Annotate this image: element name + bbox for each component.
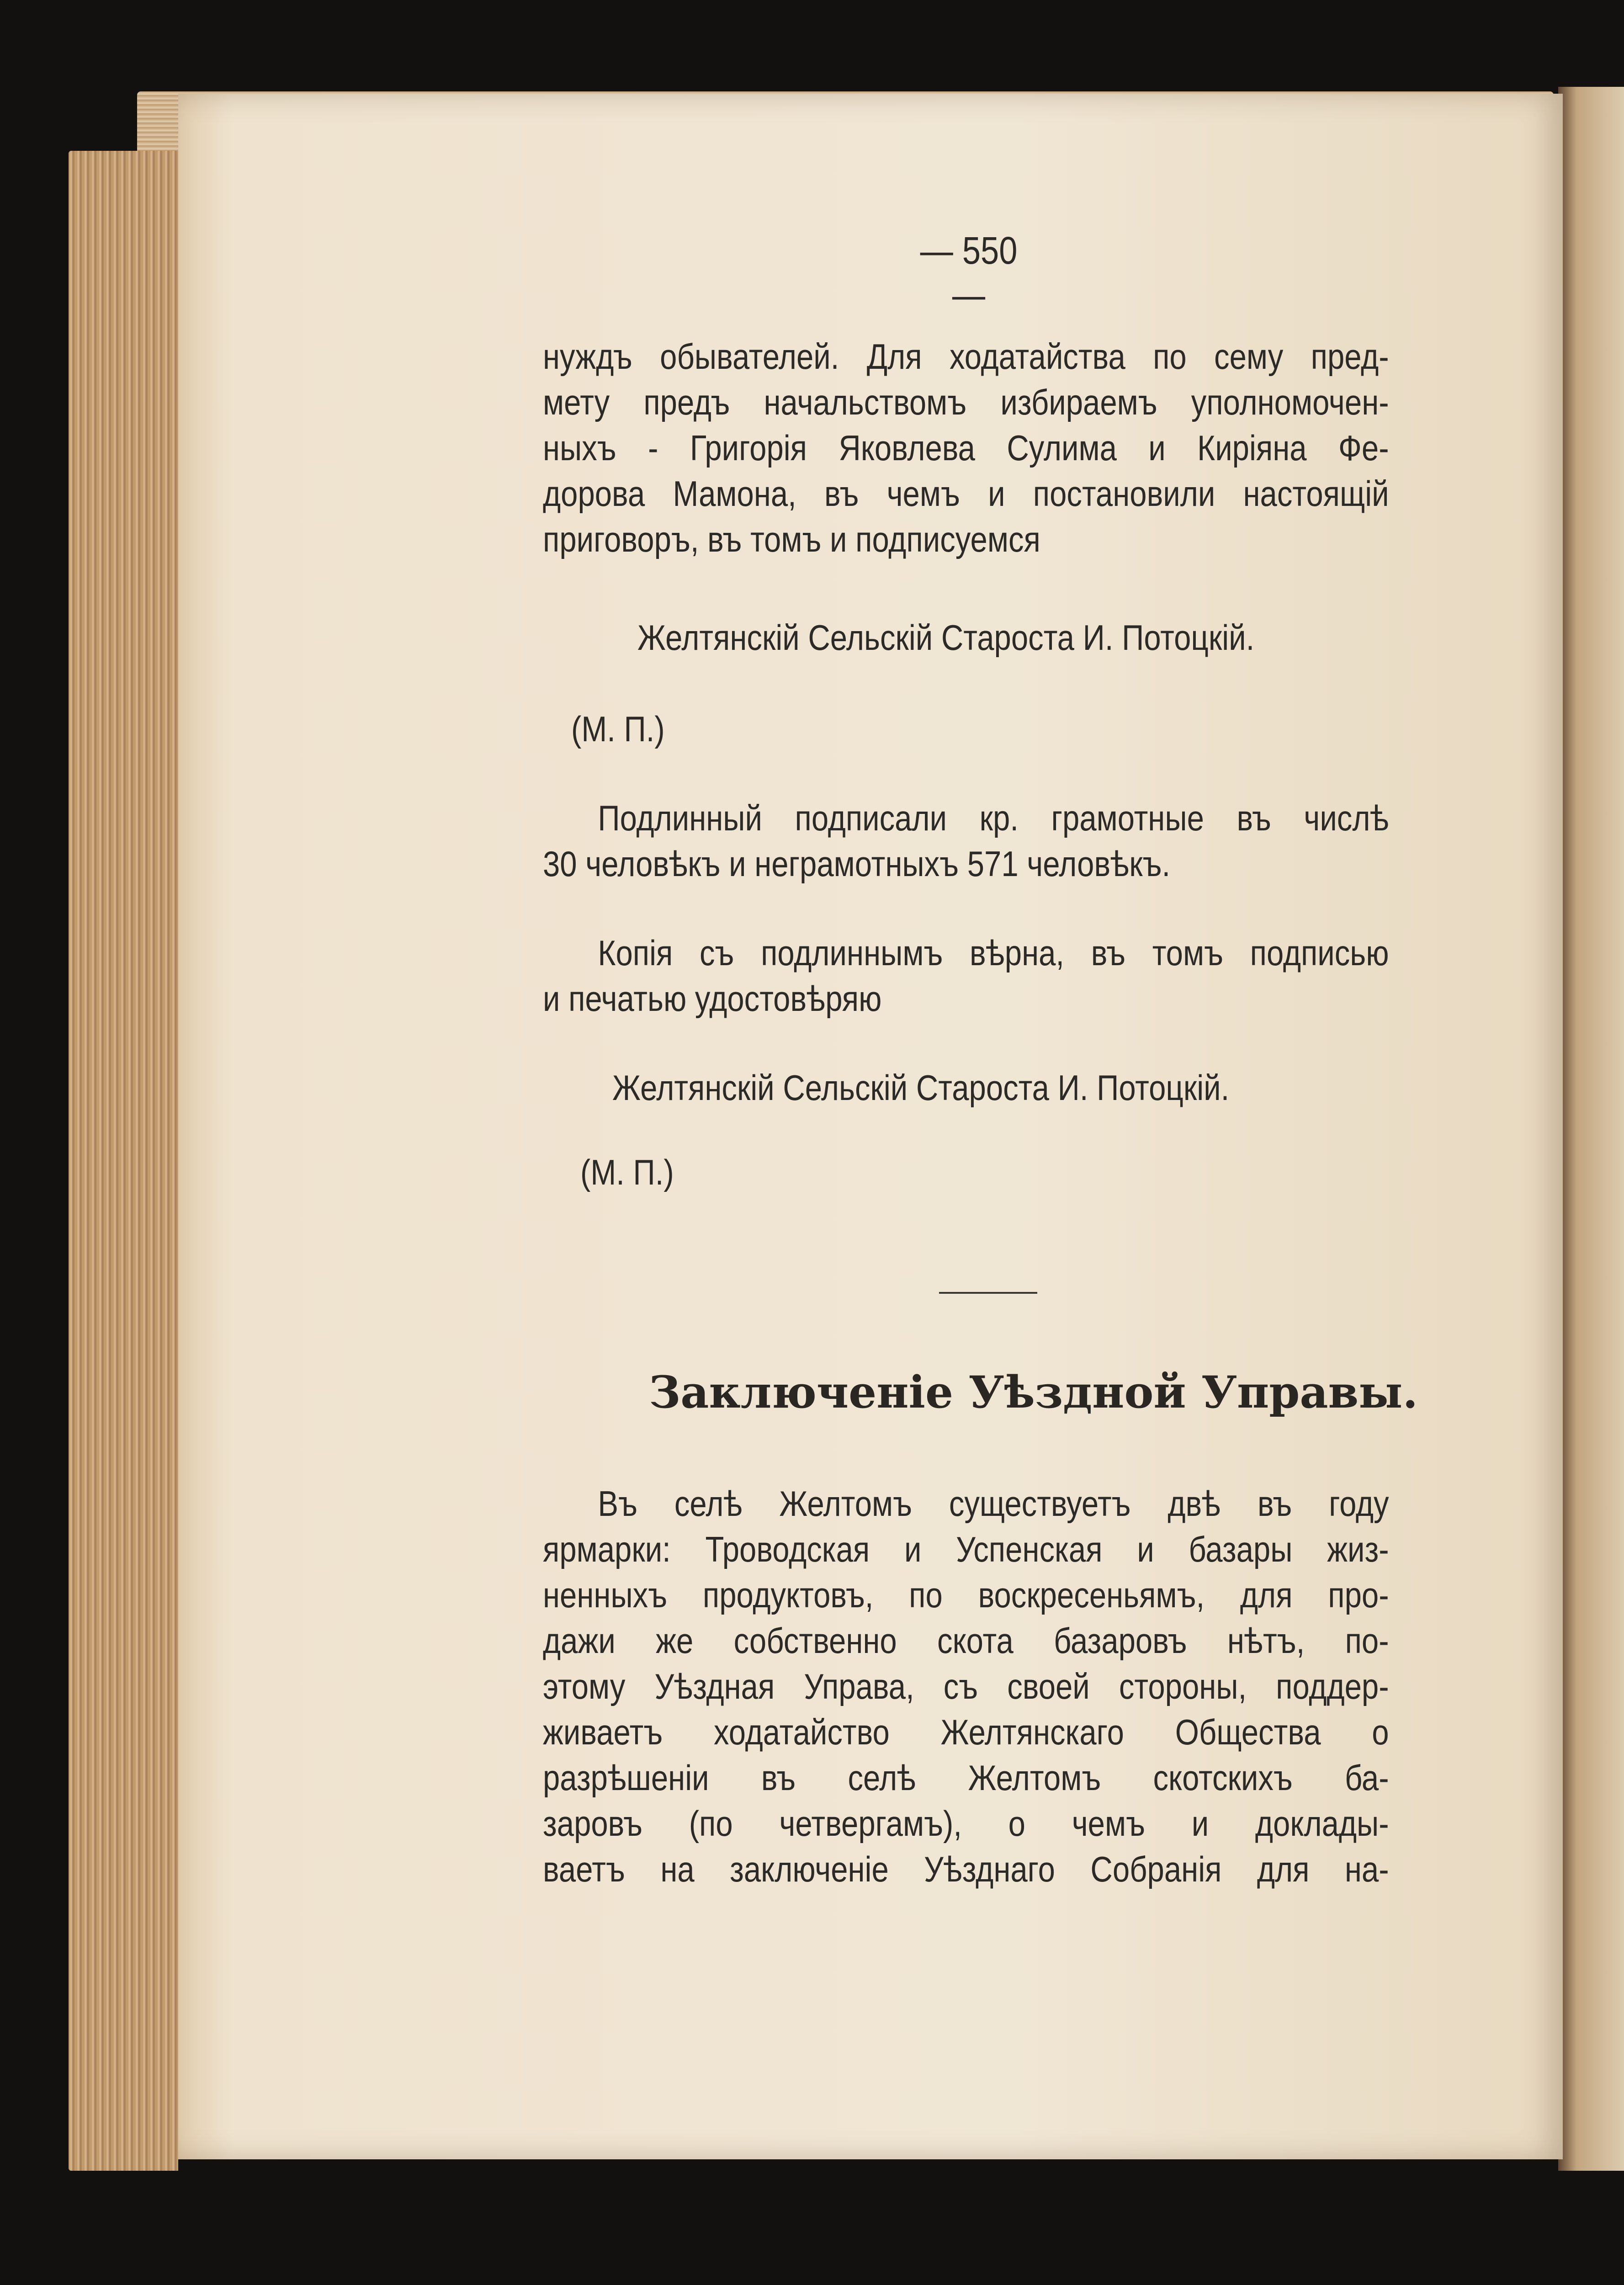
signature-line-2: Желтянскій Сельскій Староста И. Потоцкій. [612,1068,1230,1108]
text-line: приговоръ, въ томъ и подписуемся [543,519,1040,559]
section-divider [939,1292,1037,1294]
text-line: Въ селѣ Желтомъ существуетъ двѣ въ году [598,1483,1389,1524]
adjacent-page-edge [1558,87,1624,2171]
signature-line-1: Желтянскій Сельскій Староста И. Потоцкій. [637,617,1255,658]
text-line: дорова Мамона, въ чемъ и постановили настоящій [543,473,1389,514]
text-line: ныхъ - Григорія Яковлева Сулима и Киріяна Фе- [543,428,1389,468]
book-page-edges [69,151,178,2171]
text-line: и печатью удостовѣряю [543,978,882,1019]
text-line: заровъ (по четвергамъ), о чемъ и доклады- [543,1803,1389,1844]
text-line: этому Уѣздная Управа, съ своей стороны, поддер- [543,1666,1389,1706]
text-line: нуждъ обывателей. Для ходатайства по сему пред- [543,336,1389,377]
section-heading: Заключеніе Уѣздной Управы. [649,1366,1418,1418]
paragraph-copy-note [543,930,1389,1021]
text-line: ярмарки: Троводская и Успенская и базары жиз- [543,1529,1389,1569]
seal-mark-2: (М. П.) [580,1152,674,1192]
text-line: живаетъ ходатайство Желтянскаго Общества о [543,1712,1389,1752]
paragraph-conclusion [543,1481,1389,1892]
seal-mark-1: (М. П.) [571,709,665,749]
text-line: мету предъ начальствомъ избираемъ уполномочен- [543,382,1389,422]
paragraph-signed-note [543,795,1389,887]
text-line: 30 человѣкъ и неграмотныхъ 571 человѣкъ. [543,844,1171,884]
text-line: дажи же собственно скота базаровъ нѣтъ, по- [543,1621,1389,1661]
text-line: Копія съ подлиннымъ вѣрна, въ томъ подписью [598,933,1389,973]
text-line: разрѣшеніи въ селѣ Желтомъ скотскихъ ба- [543,1758,1389,1798]
text-line: ваетъ на заключеніе Уѣзднаго Собранія для на- [543,1849,1389,1889]
text-line: ненныхъ продуктовъ, по воскресеньямъ, для про- [543,1575,1389,1615]
page-number: — 550 — [920,229,1018,316]
paragraph-petition [543,334,1389,562]
text-line: Подлинный подписали кр. грамотные въ числѣ [598,798,1389,838]
